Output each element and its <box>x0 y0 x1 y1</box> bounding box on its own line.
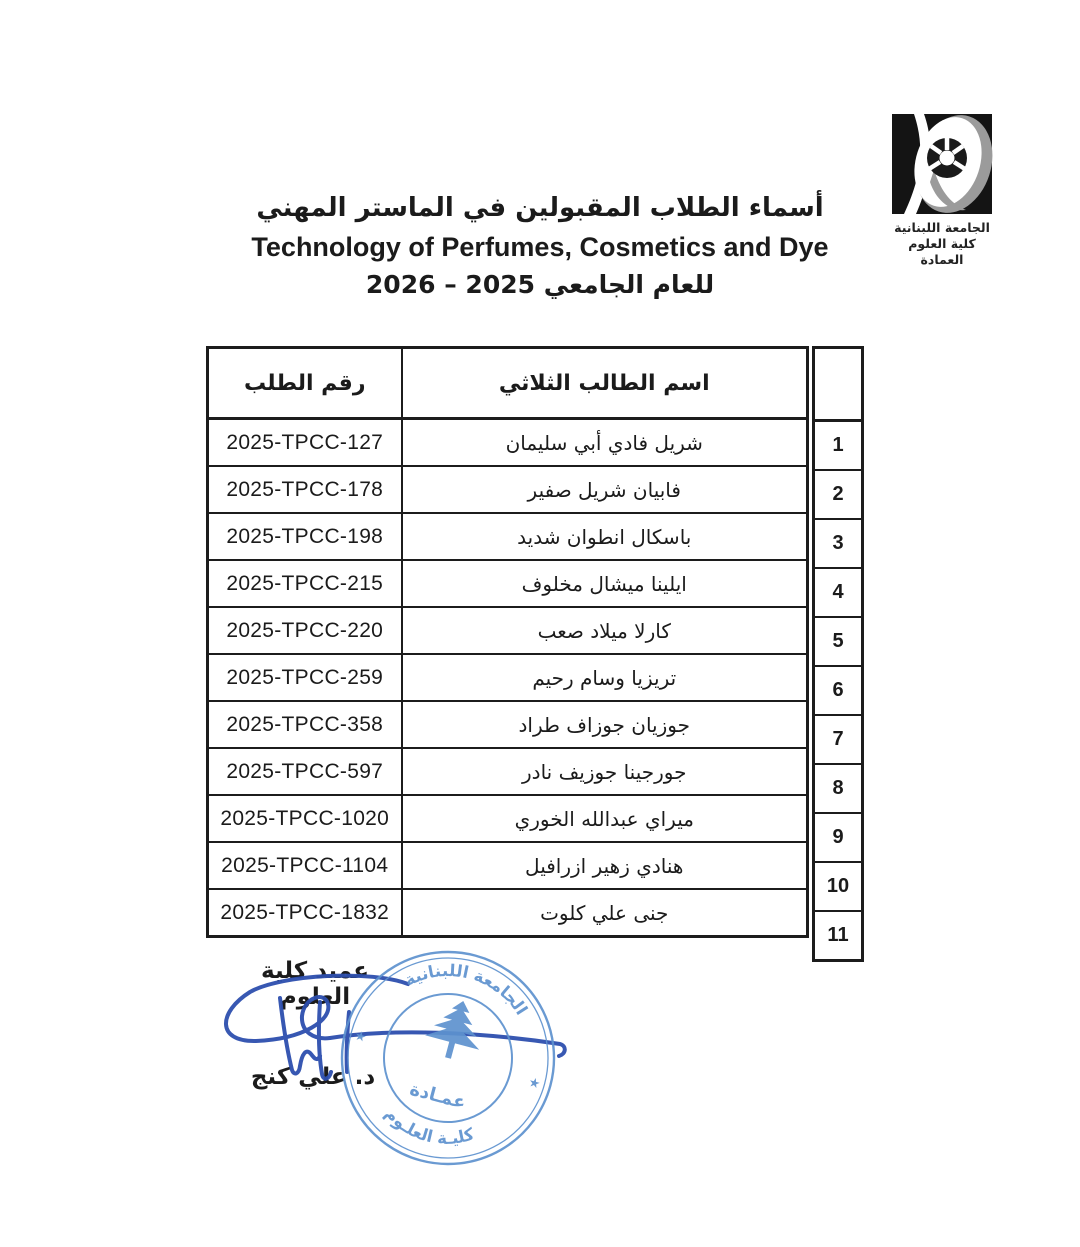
table-row <box>208 654 808 701</box>
index-row <box>814 568 863 617</box>
row-index-cell: 9 <box>814 813 863 862</box>
table-row <box>208 701 808 748</box>
index-row <box>814 911 863 961</box>
title-arabic: أسماء الطلاب المقبولين في الماستر المهني <box>256 193 824 223</box>
student-name-cell: ميراي عبدالله الخوري <box>402 795 808 842</box>
request-number-cell: 2025-TPCC-178 <box>208 466 402 513</box>
table-row <box>208 795 808 842</box>
row-index-table <box>812 346 864 962</box>
stamp-ring-bottom-text: كليـة العلـوم <box>381 1103 477 1148</box>
stamp-ring-top-text: الجامعة اللبنانية <box>401 960 532 1019</box>
row-index-cell: 4 <box>814 568 863 617</box>
index-row <box>814 813 863 862</box>
request-number-cell: 2025-TPCC-358 <box>208 701 402 748</box>
request-number-cell: 2025-TPCC-259 <box>208 654 402 701</box>
stamp-center-word: عمـادة <box>407 1078 469 1114</box>
dean-title-text: عميد كلية العلوم <box>261 958 369 1010</box>
student-name-cell: باسكال انطوان شديد <box>402 513 808 560</box>
row-index-cell: 3 <box>814 519 863 568</box>
student-name-cell: تريزيا وسام رحيم <box>402 654 808 701</box>
stamp-star-right-icon: ★ <box>526 1074 542 1093</box>
row-index-cell: 8 <box>814 764 863 813</box>
logo-caption-line3: العمادة <box>920 252 964 267</box>
index-header-row <box>814 348 863 421</box>
title-academic-year: للعام الجامعي 2025 – 2026 <box>365 270 715 299</box>
students-table-body <box>208 419 808 937</box>
table-row <box>208 842 808 889</box>
logo-caption-line2: كلية العلوم <box>908 236 976 251</box>
index-table-body <box>814 421 863 961</box>
student-name-cell: شريل فادي أبي سليمان <box>402 419 808 467</box>
row-index-cell: 10 <box>814 862 863 911</box>
title-english: Technology of Perfumes, Cosmetics and Dye <box>251 232 829 262</box>
student-name-cell: جنى علي كلوت <box>402 889 808 937</box>
faculty-round-stamp <box>333 943 563 1173</box>
request-number-cell: 2025-TPCC-1104 <box>208 842 402 889</box>
students-table <box>206 346 809 938</box>
student-name-cell: هنادي زهير ازرافيل <box>402 842 808 889</box>
student-name-cell: جورجينا جوزيف نادر <box>402 748 808 795</box>
student-name-cell: فابيان شريل صفير <box>402 466 808 513</box>
table-row <box>208 560 808 607</box>
index-row <box>814 715 863 764</box>
document-title-block <box>0 192 1080 300</box>
row-index-cell: 1 <box>814 421 863 471</box>
request-number-cell: 2025-TPCC-597 <box>208 748 402 795</box>
logo-ball-icon <box>927 138 967 178</box>
row-index-cell: 11 <box>814 911 863 961</box>
dean-name-text: د. علي كنج <box>250 1064 376 1090</box>
request-number-cell: 2025-TPCC-1020 <box>208 795 402 842</box>
row-index-cell: 5 <box>814 617 863 666</box>
index-header-empty <box>814 348 863 421</box>
request-number-cell: 2025-TPCC-220 <box>208 607 402 654</box>
request-number-cell: 2025-TPCC-127 <box>208 419 402 467</box>
request-number-cell: 2025-TPCC-215 <box>208 560 402 607</box>
table-row <box>208 419 808 467</box>
row-index-cell: 2 <box>814 470 863 519</box>
index-row <box>814 519 863 568</box>
stamp-star-left-icon: ★ <box>352 1028 368 1046</box>
row-index-cell: 7 <box>814 715 863 764</box>
table-row <box>208 889 808 937</box>
index-row <box>814 862 863 911</box>
index-row <box>814 617 863 666</box>
table-row <box>208 466 808 513</box>
student-name-cell: كارلا ميلاد صعب <box>402 607 808 654</box>
index-row <box>814 470 863 519</box>
logo-caption-line1: الجامعة اللبنانية <box>894 220 990 235</box>
header-student-name: اسم الطالب الثلاثي <box>402 348 808 419</box>
index-row <box>814 764 863 813</box>
table-row <box>208 607 808 654</box>
index-row <box>814 421 863 471</box>
table-row <box>208 748 808 795</box>
request-number-cell: 2025-TPCC-198 <box>208 513 402 560</box>
cedar-tree-icon <box>421 994 490 1065</box>
index-row <box>814 666 863 715</box>
student-name-cell: جوزيان جوزاف طراد <box>402 701 808 748</box>
request-number-cell: 2025-TPCC-1832 <box>208 889 402 937</box>
table-row <box>208 513 808 560</box>
student-name-cell: ايلينا ميشال مخلوف <box>402 560 808 607</box>
header-request-number: رقم الطلب <box>208 348 402 419</box>
table-header-row <box>208 348 808 419</box>
row-index-cell: 6 <box>814 666 863 715</box>
